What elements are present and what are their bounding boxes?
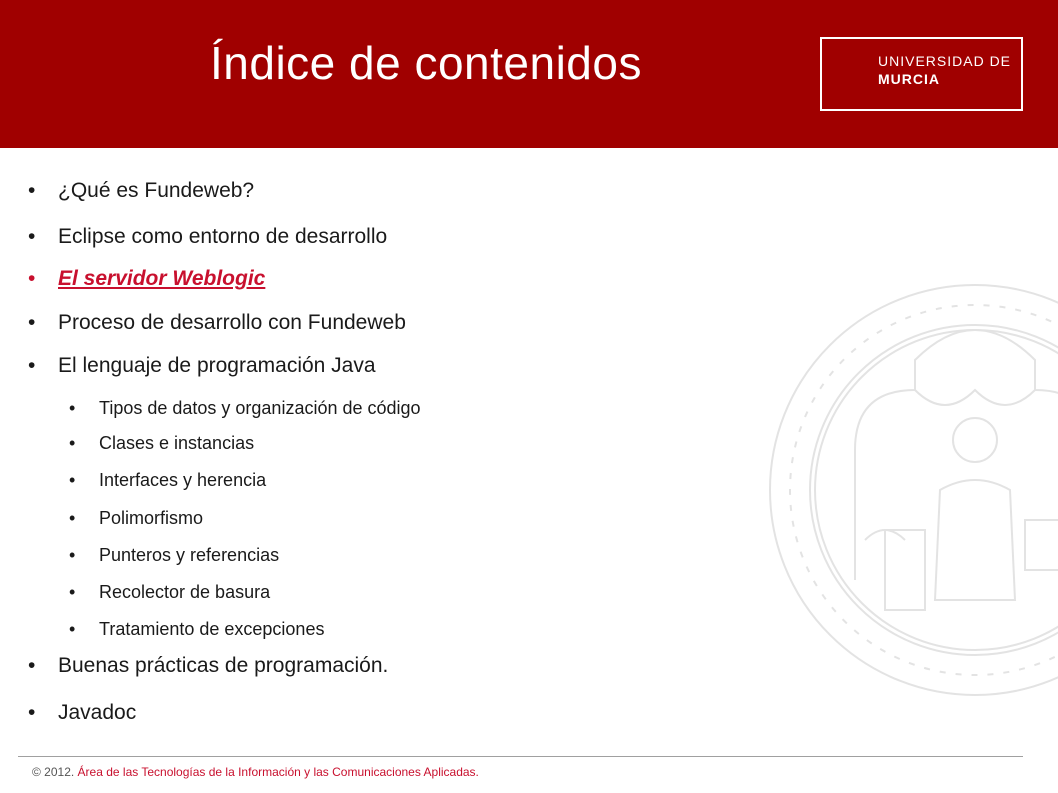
toc-item-eclipse[interactable] (28, 225, 387, 249)
bullet-icon: • (69, 545, 76, 565)
toc-subitem-label: Tipos de datos y organización de código (99, 398, 421, 418)
university-seal-icon (765, 280, 1058, 700)
university-logo (820, 37, 1023, 111)
bullet-icon: • (69, 470, 76, 490)
toc-item-javadoc[interactable] (28, 701, 136, 725)
bullet-icon: • (28, 354, 36, 377)
toc-subitem-label: Interfaces y herencia (99, 470, 267, 490)
toc-subitem-label: Recolector de basura (99, 582, 271, 602)
footer-copyright: © 2012. (32, 765, 78, 779)
slide-header (0, 0, 1058, 148)
toc-subitem-label: Clases e instancias (99, 433, 255, 453)
toc-item-weblogic[interactable] (28, 267, 265, 291)
toc-item-que-es-fundeweb[interactable] (28, 179, 254, 203)
toc-subitem[interactable] (69, 582, 270, 603)
toc-subitem-label: Polimorfismo (99, 508, 204, 528)
footer (32, 765, 479, 779)
toc-item-lenguaje-java[interactable] (28, 354, 376, 378)
toc-subitem[interactable] (69, 508, 203, 529)
toc-item-label: ¿Qué es Fundeweb? (58, 179, 255, 202)
slide-title: Índice de contenidos (210, 37, 642, 89)
bullet-icon: • (69, 619, 76, 639)
toc-subitem[interactable] (69, 470, 266, 491)
footer-organization: Área de las Tecnologías de la Información y las Comunicaciones Aplicadas. (77, 765, 479, 779)
bullet-icon: • (69, 582, 76, 602)
bullet-icon: • (28, 267, 36, 290)
toc-subitem[interactable] (69, 545, 279, 566)
toc-item-label: Proceso de desarrollo con Fundeweb (58, 311, 406, 334)
toc-item-label: El lenguaje de programación Java (58, 354, 376, 377)
toc-item-buenas-practicas[interactable] (28, 654, 388, 678)
toc-subitem-label: Tratamiento de excepciones (99, 619, 325, 639)
bullet-icon: • (28, 179, 36, 202)
toc-item-label: Buenas prácticas de programación. (58, 654, 389, 677)
toc-item-label-active-link[interactable]: El servidor Weblogic (58, 267, 266, 290)
toc-item-label: Eclipse como entorno de desarrollo (58, 225, 388, 248)
toc-subitem[interactable] (69, 619, 324, 640)
toc-item-proceso-desarrollo[interactable] (28, 311, 406, 335)
logo-line-1: UNIVERSIDAD DE (878, 53, 1012, 69)
bullet-icon: • (28, 654, 36, 677)
bullet-icon: • (69, 433, 76, 453)
footer-divider (18, 756, 1023, 757)
toc-subitem[interactable] (69, 398, 421, 419)
bullet-icon: • (28, 225, 36, 248)
bullet-icon: • (28, 701, 36, 724)
bullet-icon: • (28, 311, 36, 334)
logo-line-2: MURCIA (878, 71, 940, 87)
bullet-icon: • (69, 398, 76, 418)
toc-subitem[interactable] (69, 433, 254, 454)
bullet-icon: • (69, 508, 76, 528)
toc-subitem-label: Punteros y referencias (99, 545, 280, 565)
toc-item-label: Javadoc (58, 701, 137, 724)
